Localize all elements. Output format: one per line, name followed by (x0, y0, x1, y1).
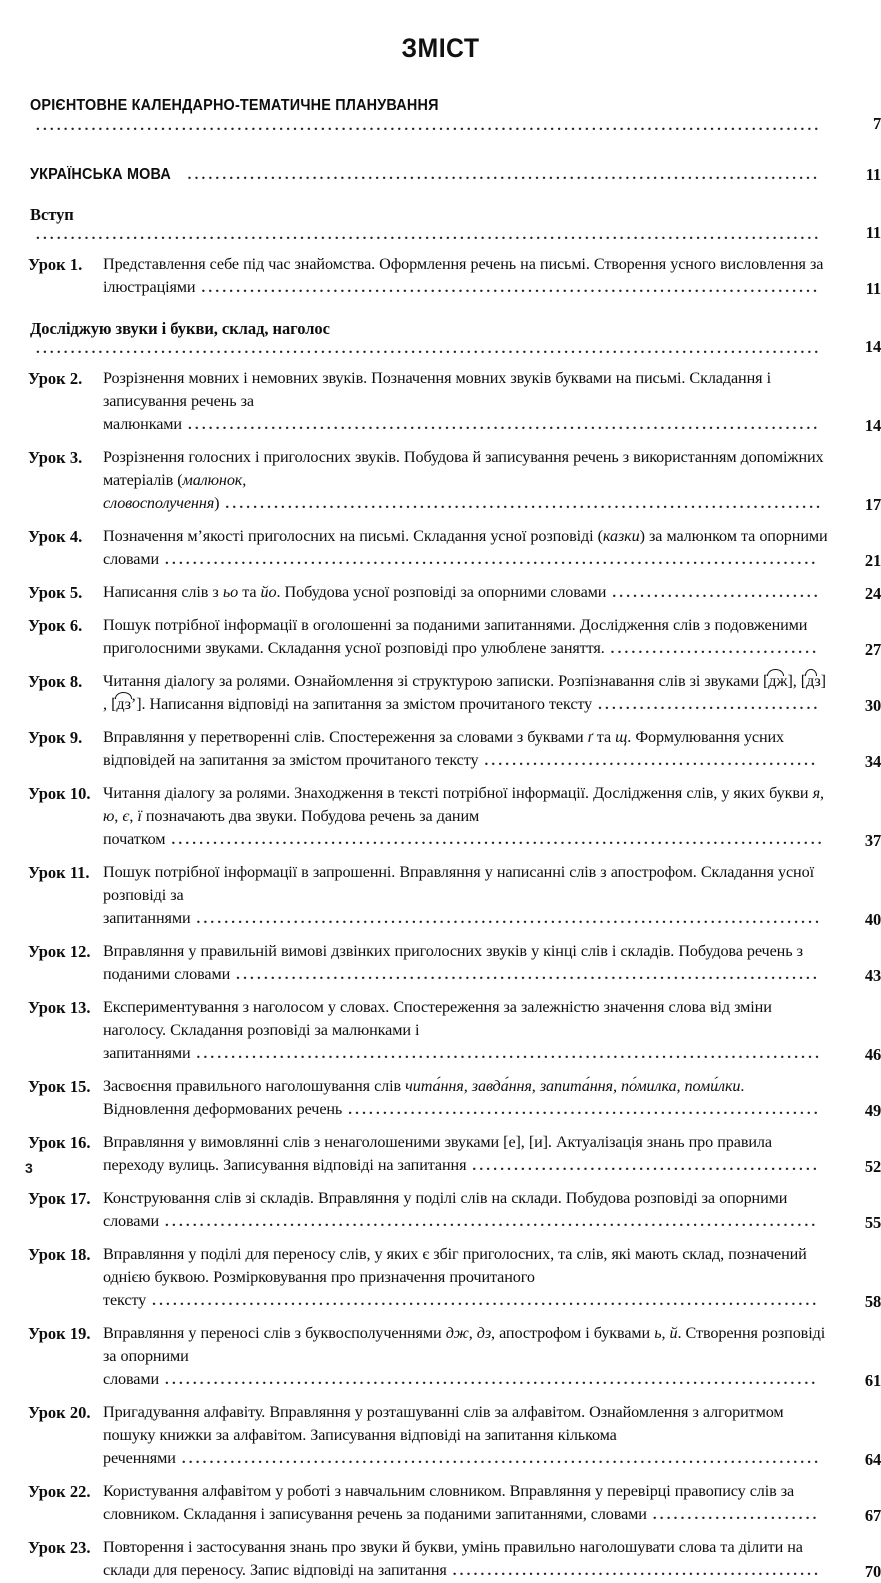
dot-leader: .......................................................................................... (196, 911, 823, 927)
lesson-page-number: 64 (864, 1450, 881, 1469)
spacer (0, 1313, 881, 1322)
toc-lesson-entry[interactable] (28, 940, 881, 987)
lesson-description: Читання діалогу за ролями. Ознайомлення зі структурою записки. Розпізнавання слів зі звуками [дж], [дз], [дз’]. Написання відповіді на запитання за змістом прочитаного тексту ................................ (103, 672, 826, 713)
toc-lesson-entry[interactable] (28, 1322, 881, 1392)
dot-leader: ............................................................................................ (181, 1451, 822, 1467)
section-leader-wrap (30, 117, 821, 134)
toc-lesson-entry[interactable] (28, 1075, 881, 1122)
lesson-number-label: Урок 19. (28, 1324, 91, 1343)
dot-leader: .................................................................... (348, 1102, 821, 1118)
lesson-page-number: 46 (864, 1045, 881, 1064)
toc-lesson-entry[interactable] (28, 581, 881, 605)
lesson-number-label: Урок 16. (28, 1133, 91, 1152)
lesson-description: Читання діалогу за ролями. Знаходження в тексті потрібної інформації. Дослідження слів, у яких букви я, ю, є, ї позначають два звуки. Побудова речень за даним початком .............................................................................................. (103, 784, 825, 848)
toc-section-heading[interactable] (30, 94, 881, 135)
folio-page-number: 3 (25, 1160, 33, 1176)
toc-lesson-entry[interactable] (28, 782, 881, 852)
spacer (0, 358, 881, 367)
dot-leader: ......................................................................................... (201, 280, 821, 296)
lesson-page-number: 67 (864, 1506, 881, 1525)
toc-entry-list (0, 94, 881, 1583)
toc-lesson-entry[interactable] (28, 1536, 881, 1583)
lesson-number-label: Урок 22. (28, 1482, 91, 1501)
lesson-number-label: Урок 9. (28, 728, 83, 747)
lesson-number-label: Урок 2. (28, 369, 83, 388)
dot-leader: ................................................................................................ (152, 1293, 820, 1309)
lesson-page-number: 11 (865, 279, 881, 298)
lesson-description: Засвоєння правильного наголошування слів чита́ння, завда́ння, запита́ння, по́милка, поми́лки. Відновлення деформованих речень .................................................................... (103, 1077, 821, 1118)
subheading-page-number: 11 (865, 223, 881, 242)
lesson-description: Вправляння у перетворенні слів. Спостереження за словами з буквами ґ та щ. Формулювання усних відповідей на запитання за змістом прочитаного тексту ................................................ (103, 728, 819, 769)
subheading-page-number: 14 (864, 337, 881, 356)
lesson-description: Експериментування з наголосом у словах. Спостереження за залежністю значення слова від зміни наголосу. Складання розповіді за малюнками і запитаннями .......................................................................................... (103, 998, 823, 1062)
subheading-leader-wrap (30, 340, 821, 357)
subheading-label: Вступ (30, 205, 74, 224)
spacer (0, 572, 881, 581)
section-page-number: 11 (865, 165, 881, 184)
lesson-description: Пригадування алфавіту. Вправляння у розташуванні слів за алфавітом. Ознайомлення з алгоритмом пошуку книжки за алфавітом. Записування відповіді на запитання кількома реченнями ............................................................................................ (103, 1403, 822, 1467)
lesson-description: Розрізнення голосних і приголосних звуків. Побудова й записування речень з використанням допоміжних матеріалів (малюнок, словосполучення) ...................................................................................... (103, 448, 824, 512)
lesson-description: Представлення себе під час знайомства. Оформлення речень на письмі. Створення усного висловлення за ілюстраціями ......................................................................................... (103, 255, 824, 296)
toc-lesson-entry[interactable] (28, 670, 881, 717)
spacer (0, 852, 881, 861)
lesson-description: Вправляння у вимовлянні слів з ненаголошеними звуками [е], [и]. Актуалізація знань про правила переходу вулиць. Записування відповіді на запитання .................................................. (103, 1133, 820, 1174)
lesson-page-number: 34 (864, 752, 881, 771)
dot-leader: ................................................................................................................. (36, 227, 822, 243)
lesson-number-label: Урок 5. (28, 583, 83, 602)
dot-leader: .................................................. (472, 1158, 820, 1174)
lesson-page-number: 55 (864, 1213, 881, 1232)
dot-leader: .............................................................................................. (165, 552, 819, 568)
lesson-page-number: 17 (864, 495, 881, 514)
spacer (0, 661, 881, 670)
spacer (0, 1471, 881, 1480)
spacer (0, 605, 881, 614)
toc-lesson-entry[interactable] (28, 861, 881, 931)
lesson-description: Вправляння у поділі для переносу слів, у яких є збіг приголосних, та слів, які мають склад, позначений однією буквою. Розмірковування про призначення прочитаного тексту ................................................................................................ (103, 1245, 820, 1309)
toc-lesson-entry[interactable] (28, 1401, 881, 1471)
dot-leader: ........................ (652, 1507, 820, 1523)
lesson-number-label: Урок 15. (28, 1077, 91, 1096)
dot-leader: .............................................................................................. (171, 832, 825, 848)
lesson-page-number: 70 (864, 1562, 881, 1581)
dot-leader: ........................................................................................... (187, 167, 821, 183)
toc-lesson-entry[interactable] (28, 525, 881, 572)
lesson-number-label: Урок 18. (28, 1245, 91, 1264)
spacer (0, 437, 881, 446)
lesson-number-label: Урок 10. (28, 784, 91, 803)
toc-lesson-entry[interactable] (28, 726, 881, 773)
lesson-page-number: 37 (864, 831, 881, 850)
subheading-label: Досліджую звуки і букви, склад, наголос (30, 319, 330, 338)
lesson-number-label: Урок 11. (28, 863, 90, 882)
dot-leader: ................................................................................................................. (36, 341, 822, 357)
toc-subheading[interactable] (30, 203, 881, 244)
toc-lesson-entry[interactable] (28, 614, 881, 661)
lesson-description: Пошук потрібної інформації в запрошенні. Вправляння у написанні слів з апострофом. Складання усної розповіді за запитаннями .......................................................................................... (103, 863, 823, 927)
spacer (0, 1392, 881, 1401)
toc-lesson-entry[interactable] (28, 1480, 881, 1527)
dot-leader: ..................................................... (452, 1563, 822, 1579)
lesson-page-number: 58 (864, 1292, 881, 1311)
lesson-number-label: Урок 12. (28, 942, 91, 961)
lesson-description: Вправляння у переносі слів з буквосполученнями дж, дз, апострофом і буквами ь, й. Створення розповіді за опорними словами .............................................................................................. (103, 1324, 826, 1388)
spacer (0, 931, 881, 940)
subheading-leader-wrap (30, 226, 821, 243)
section-heading-label: ОРІЄНТОВНЕ КАЛЕНДАРНО-ТЕМАТИЧНЕ ПЛАНУВАННЯ (30, 97, 439, 114)
lesson-page-number: 21 (864, 551, 881, 570)
dot-leader: ................................ (598, 697, 821, 713)
spacer (0, 1066, 881, 1075)
spacer (0, 135, 881, 163)
spacer (0, 1178, 881, 1187)
spacer (0, 186, 881, 203)
spacer (0, 1234, 881, 1243)
dot-leader: .............................. (612, 585, 821, 601)
spacer (0, 773, 881, 782)
lesson-number-label: Урок 6. (28, 616, 83, 635)
lesson-number-label: Урок 3. (28, 448, 83, 467)
lesson-page-number: 30 (864, 696, 881, 715)
lesson-number-label: Урок 17. (28, 1189, 91, 1208)
lesson-description: Розрізнення мовних і немовних звуків. Позначення мовних звуків буквами на письмі. Складання і записування речень за малюнками ........................................................................................... (103, 369, 821, 433)
dot-leader: ........................................................................................... (187, 417, 821, 433)
spacer (0, 717, 881, 726)
section-heading-label: УКРАЇНСЬКА МОВА (30, 166, 172, 183)
lesson-page-number: 52 (864, 1157, 881, 1176)
lesson-page-number: 61 (864, 1371, 881, 1390)
lesson-page-number: 27 (864, 640, 881, 659)
lesson-number-label: Урок 20. (28, 1403, 91, 1422)
section-leader-wrap (182, 166, 820, 183)
lesson-number-label: Урок 13. (28, 998, 91, 1017)
lesson-page-number: 43 (864, 966, 881, 985)
dot-leader: ................................................ (484, 753, 819, 769)
toc-lesson-entry[interactable] (28, 996, 881, 1066)
dot-leader: ................................................................................................................. (36, 118, 822, 134)
dot-leader: .............................................................................................. (165, 1372, 819, 1388)
lesson-page-number: 49 (864, 1101, 881, 1120)
lesson-description: Пошук потрібної інформації в оголошенні за поданими запитаннями. Дослідження слів з подовженими приголосними звуками. Складання усної розповіді про улюблене заняття. .............................. (103, 616, 820, 657)
dot-leader: .............................................................................................. (165, 1214, 819, 1230)
spacer (0, 1527, 881, 1536)
lesson-description: Конструювання слів зі складів. Вправляння у поділі слів на склади. Побудова розповіді за опорними словами .............................................................................................. (103, 1189, 819, 1230)
toc-lesson-entry[interactable] (28, 1131, 881, 1178)
page-title: ЗМІСТ (401, 33, 480, 63)
toc-section-heading[interactable] (30, 163, 881, 186)
spacer (0, 1122, 881, 1131)
lesson-description: Вправляння у правильній вимові дзвінких приголосних звуків у кінці слів і складів. Побудова речень з поданими словами .................................................................................... (103, 942, 820, 983)
lesson-number-label: Урок 23. (28, 1538, 91, 1557)
lesson-description: Користування алфавітом у роботі з навчальним словником. Вправляння у перевірці правопису слів за словником. Складання і записування речень за поданими запитаннями, словами ........................ (103, 1482, 820, 1523)
spacer (0, 987, 881, 996)
toc-lesson-entry[interactable] (28, 446, 881, 516)
spacer (0, 516, 881, 525)
section-page-number: 7 (872, 114, 881, 133)
lesson-description: Написання слів з ьо та йо. Побудова усної розповіді за опорними словами .............................. (103, 583, 821, 601)
lesson-number-label: Урок 4. (28, 527, 83, 546)
toc-lesson-entry[interactable] (28, 367, 881, 437)
spacer (0, 244, 881, 253)
dot-leader: .................................................................................... (236, 967, 820, 983)
lesson-number-label: Урок 1. (28, 255, 83, 274)
lesson-page-number: 24 (864, 584, 881, 603)
lesson-description: Повторення і застосування знань про звуки й букви, умінь правильно наголошувати слова та ділити на склади для переносу. Запис відповіді на запитання ..................................................... (103, 1538, 822, 1579)
lesson-number-label: Урок 8. (28, 672, 83, 691)
toc-lesson-entry[interactable] (28, 1243, 881, 1313)
dot-leader: .............................. (610, 641, 820, 657)
dot-leader: ...................................................................................... (225, 496, 824, 512)
spacer (0, 300, 881, 317)
toc-subheading[interactable] (30, 317, 881, 358)
lesson-description: Позначення м’якості приголосних на письмі. Складання усної розповіді (казки) за малюнком та опорними словами .............................................................................................. (103, 527, 828, 568)
lesson-page-number: 40 (864, 910, 881, 929)
lesson-page-number: 14 (864, 416, 881, 435)
dot-leader: .......................................................................................... (196, 1046, 823, 1062)
toc-lesson-entry[interactable] (28, 1187, 881, 1234)
toc-lesson-entry[interactable] (28, 253, 881, 300)
